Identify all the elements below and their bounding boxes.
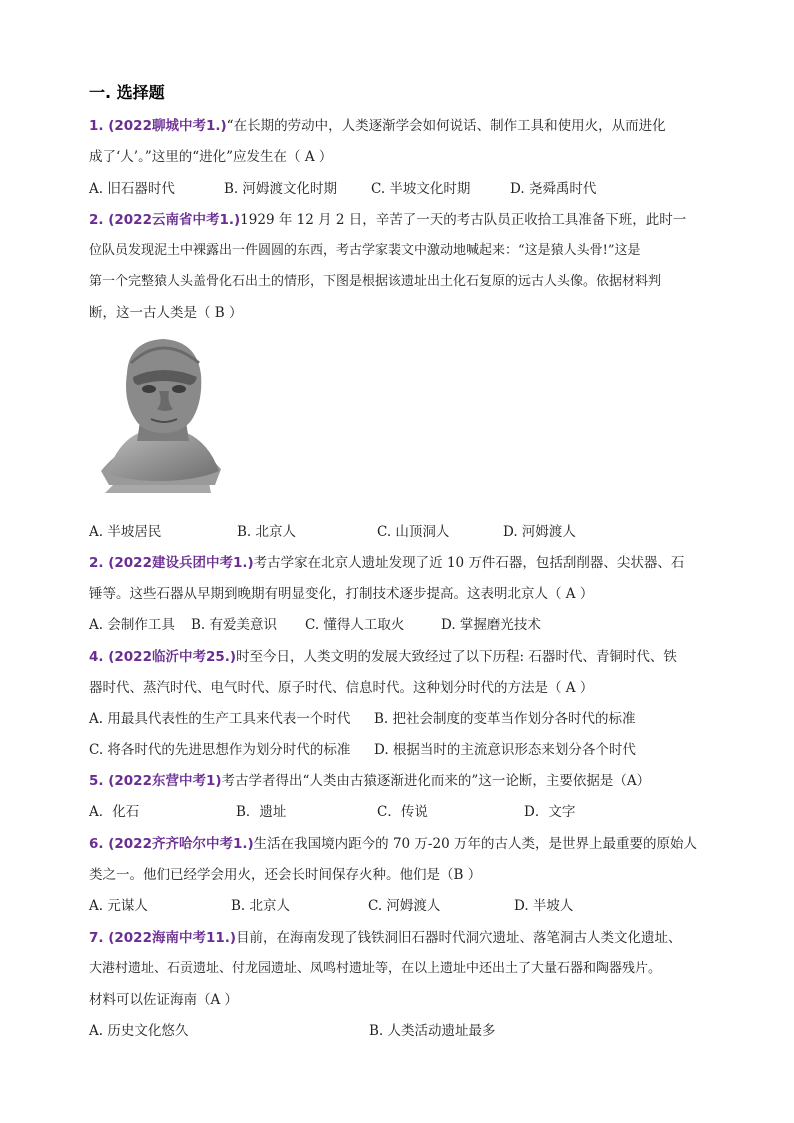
- ancient-human-bust-image: [97, 333, 223, 495]
- question-5-option-b[interactable]: B．遗址: [236, 804, 287, 820]
- question-3-line-1: [89, 551, 684, 571]
- question-5-option-d[interactable]: D．文字: [524, 804, 576, 820]
- question-6-option-a[interactable]: A. 元谋人: [89, 898, 148, 914]
- question-1-option-a[interactable]: A. 旧石器时代: [89, 181, 175, 197]
- question-2-line-1: [89, 208, 686, 228]
- question-3-option-b[interactable]: B. 有爱美意识: [191, 617, 278, 633]
- question-4-option-b[interactable]: B. 把社会制度的变革当作划分各时代的标准: [374, 711, 636, 727]
- question-5-source: 5. (2022东营中考1): [89, 773, 222, 789]
- question-4-line-1: [89, 645, 677, 665]
- question-5-option-c[interactable]: C．传说: [377, 804, 428, 820]
- question-2-text-1: 1929 年 12 月 2 日，辛苦了一天的考古队员正收拾工具准备下班，此时一: [240, 212, 687, 228]
- section-title: 一. 选择题: [89, 83, 165, 102]
- question-7-option-a[interactable]: A. 历史文化悠久: [89, 1023, 189, 1039]
- question-4-text-1: 时至今日，人类文明的发展大致经过了以下历程: 石器时代、青铜时代、铁: [236, 649, 677, 665]
- question-5-option-a[interactable]: A．化石: [89, 804, 140, 820]
- question-3-option-c[interactable]: C. 懂得人工取火: [305, 617, 405, 633]
- question-5-line-1: [89, 769, 650, 789]
- question-6-line-1: [89, 832, 697, 852]
- question-7-option-b[interactable]: B. 人类活动遗址最多: [369, 1023, 496, 1039]
- question-3-source: 2. (2022建设兵团中考1.): [89, 555, 254, 571]
- question-2-text-4: 断，这一古人类是（ B ）: [89, 305, 243, 321]
- question-4-text-2: 器时代、蒸汽时代、电气时代、原子时代、信息时代。这种划分时代的方法是（ A ）: [89, 680, 594, 696]
- question-2-text-3: 第一个完整猿人头盖骨化石出土的情形，下图是根据该遗址出土化石复原的远古人头像。依据材料判: [89, 274, 662, 289]
- question-3-text-1: 考古学家在北京人遗址发现了近 10 万件石器，包括刮削器、尖状器、石: [253, 555, 685, 571]
- question-4-source: 4. (2022临沂中考25.): [89, 649, 237, 665]
- question-6-text-1: 生活在我国境内距今的 70 万-20 万年的古人类，是世界上最重要的原始人: [253, 836, 697, 852]
- question-2-text-2: 位队员发现泥土中裸露出一件圆圆的东西，考古学家裴文中激动地喊起来：“这是猿人头骨!”这是: [89, 243, 641, 258]
- question-1-option-c[interactable]: C. 半坡文化时期: [371, 181, 471, 197]
- question-2-source: 2. (2022云南省中考1.): [89, 212, 241, 228]
- question-2-option-a[interactable]: A. 半坡居民: [89, 524, 162, 540]
- question-6-option-b[interactable]: B. 北京人: [231, 898, 291, 914]
- question-7-text-3: 材料可以佐证海南（A ）: [89, 992, 239, 1008]
- question-1-option-b[interactable]: B. 河姆渡文化时期: [224, 181, 338, 197]
- question-3-text-2: 锤等。这些石器从早期到晚期有明显变化，打制技术逐步提高。这表明北京人（ A ）: [89, 586, 594, 602]
- question-6-option-c[interactable]: C. 河姆渡人: [368, 898, 441, 914]
- question-1-option-d[interactable]: D. 尧舜禹时代: [510, 181, 597, 197]
- question-5-text-1: 考古学者得出“人类由古猿逐渐进化而来的”这一论断，主要依据是（A）: [221, 773, 651, 789]
- question-2-option-d[interactable]: D. 河姆渡人: [503, 524, 576, 540]
- question-6-option-d[interactable]: D. 半坡人: [514, 898, 574, 914]
- question-7-text-2: 大港村遗址、石贡遗址、付龙园遗址、凤鸣村遗址等，在以上遗址中还出土了大量石器和陶器残片。: [89, 961, 662, 976]
- question-1-source: 1. (2022聊城中考1.): [89, 118, 227, 134]
- question-2-option-c[interactable]: C. 山顶洞人: [377, 524, 450, 540]
- question-4-option-a[interactable]: A. 用最具代表性的生产工具来代表一个时代: [89, 711, 351, 727]
- question-1-line-1: [89, 114, 666, 134]
- question-7-source: 7. (2022海南中考11.): [89, 930, 237, 946]
- question-7-line-1: [89, 926, 682, 946]
- question-3-option-a[interactable]: A. 会制作工具: [89, 617, 175, 633]
- question-1-text-2: 成了‘人’。”这里的“进化”应发生在（ A ）: [89, 149, 333, 165]
- question-2-option-b[interactable]: B. 北京人: [237, 524, 297, 540]
- question-7-text-1: 目前，在海南发现了钱铁洞旧石器时代洞穴遗址、落笔洞古人类文化遗址、: [236, 930, 682, 946]
- question-6-text-2: 类之一。他们已经学会用火，还会长时间保存火种。他们是（B ）: [89, 867, 482, 883]
- question-6-source: 6. (2022齐齐哈尔中考1.): [89, 836, 254, 852]
- question-1-text-1: “在长期的劳动中，人类逐渐学会如何说话、制作工具和使用火，从而进化: [226, 118, 666, 134]
- question-3-option-d[interactable]: D. 掌握磨光技术: [441, 617, 541, 633]
- question-4-option-c[interactable]: C. 将各时代的先进思想作为划分时代的标准: [89, 742, 351, 758]
- question-4-option-d[interactable]: D. 根据当时的主流意识形态来划分各个时代: [374, 742, 636, 758]
